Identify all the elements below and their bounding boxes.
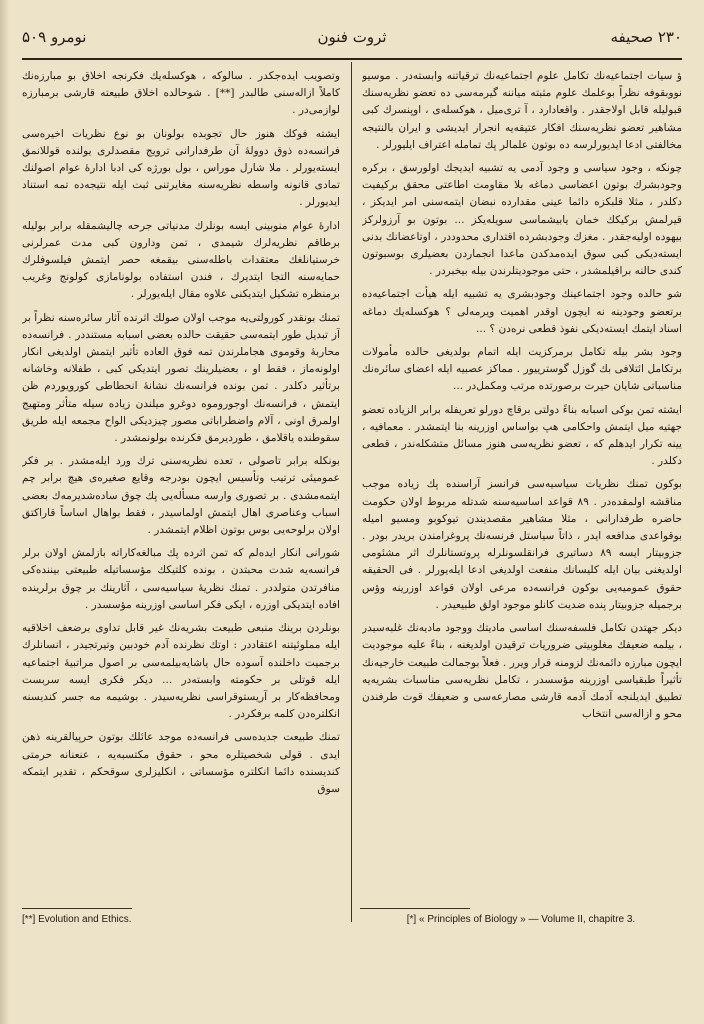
left-column: [22, 68, 340, 908]
paragraph: چونكه ، وجود سیاسی و وجود آدمی یه تشبیه ایدیجك اولورسق ، بركره وجودبشرك بوتون اعضاسی دماغه بلا مقاومت اطاعتی محقق بركیفیت دكلدر ، مثلا قلبكزه دائما عینی مقدارده نبضان ایتمه‌سنی امر ایدیكز ، قیرلمش بركیكك خمان یابیشماسی سویله‌یكز ... بوتون بو آرزولركز بیهوده اولیه‌جقدر . مغزك وجودبشرده اقتداری محدوددر ، اوتاعضانك بدنی ایسته‌دیكی كبی سوق ایده‌مدكدن ماعدا انجماردن بعضیلری بوسبوتون كندی حالنه براقیلمشدر ، حتی موجودیتلرندن بیله بیخبردر .: [362, 162, 682, 278]
paragraph: ایشته فوكك هنوز حال تجوبده بولونان بو نوع نظریات اخیره‌سی فرانسه‌ده ذوق دوولهٔ آن طرفدارانی ترویج مقصدلری یولنده قوللانمق ایسته‌یورلر . ملا شارل موراس ، بول بورژه كی ادبا ادارهٔ عوام اصولنك تمادی قانونه واسطه نظریه‌سنه مغایرتنی ثبت ایله نتیجه‌ده تمه استناد ایدیورلر .: [22, 127, 340, 209]
issue-number: نومرو ۵۰۹: [22, 28, 87, 46]
paragraph: وتصویب ایده‌جكدر . سالوكه ، هوكسله‌یك فكرنجه اخلاق بو مبارزه‌نك كاملاً ازاله‌سنی طالبدر [**] . شوحالده اخلاق طبیعته قارشی برمبارزه لوازمی‌در .: [22, 70, 340, 117]
footnote-right: [*] « Principles of Biology » — Volume II, chapitre 3.: [406, 914, 636, 925]
page-header: [22, 18, 682, 60]
paragraph: ادارهٔ عوام منوبینی ایسه بونلرك مدنیاتی جرحه چالیشمقله برابر بولیله برطاقم نظریه‌لرك شیمدی ، تمن ودارون كبی مدت عمرلرنی خرستیانلغك معتقدات باطله‌سنی بیقمغه حصر ایتمش فیلسوفلرك حمایه‌سنه التجا ایتدیرك ، فندن استفاده بولونامازی كولونج وغریب برمنظره تشكیل ایتدیكنی علاوه مقال ایله‌یورلر .: [22, 219, 340, 301]
footnote-left: [**] Evolution and Ethics.: [22, 914, 132, 925]
paragraph: تمنك طبیعت جدیده‌سی فرانسه‌ده موجد عائلك بوتون حرپیالقرینه ذهن ایدی . قولی شخصیتلره محو ، حقوق مكتسبه‌یه ، عنعنانه حرمتی كندیسنده دائما انكلتره مؤسساتی ، انكلیزلری سوقحكم ، تقدیر ایتمكه سوق: [22, 731, 340, 795]
footnote-rule-left: [22, 908, 132, 909]
paragraph: ؤ سیات اجتماعیه‌نك تكامل علوم اجتماعیه‌نك ترقیاتنه وابسته‌در . موسیو نووبقوفه نظراً بوعلمك علوم مثبته میاننه گیرمه‌سی ده تعضو نظریه‌سنك قبولیله قابل اولاجقدر . واقعادارد ، آ تری‌میل ، هوكسله‌ی ، اوپنسرك كبی مشاهیر تعضو نظریه‌سنك افكار عتیقه‌یه انجرار ایدیشی و ایران بالنتیجه مخالفتی ادعا ایدیورلرسه ده بوتون علمالر پك تمامله اعتراف ایلیورلر .: [362, 70, 682, 151]
footnote-rule-right: [360, 908, 470, 909]
paragraph: وجود بشر بیله تكامل برمركزیت ایله اتمام بولدیغی حالده مأمولات برتكامل ائتلافی بك گوزل گوسترییور . مماكز عصبیه ایله اعضای سائره‌نك مناسباتی شایان حیرت برصورتده مرتب ومكمل‌در ...: [362, 346, 682, 393]
paragraph: تمنك بونقدر كورولتی‌یه موجب اولان صولك اثرنده آثار سائره‌سنه نظراً بر آز تبدیل طور ایتمه‌سی حقیقت حالده بعضی اسبابه مستنددر . فرانسه‌ده محاربهٔ وقوموی هجاملرندن تمه فوق العاده تأثیر ایتمش اولدیغی انكار اولونه‌ماز ، فقط او ، بعضیلرینك تصور ایتدیكی كبی ، طفلانه وخاشانه برتأثیر دكلدر . تمن بونده فرانسه‌نك نشانهٔ انحطاطی كورویوردم ظن ایتمش ، فرانسه‌نك اوجوروموه دوغرو میلندن زیاده سیله متأثر ومتهیج اولمرق اونی ، آلام واضطراباتی مصور چیزدیكی الواح مجمعه ایله طریق سقوطنده یاقلامق ، طوردیرمق فكرنده بولونمشدر .: [22, 311, 340, 445]
paragraph: بونلردن برینك منبعی طبیعت بشریه‌نك غیر قابل تداوی برضعف اخلاقیه ایله مملوئیتنه اعتقاددر : اوتك نظرنده آدم خودبین وتیرتجیدر ، انسانلرك برجمیت داخلنده آسوده حال یاشایه‌بیلمه‌سی بر اصول مراتبیهٔ اجتماعیه ایله قوتلی بر حكومته وابسته‌در ... دیكر فكری ایسه سربست ومحافظه‌كار بر آریستوقراسی نظریه‌سیدر . بوشیمه مه جسر كندیسنه انكلتره‌دن كلمه برفكردر .: [22, 622, 340, 721]
paragraph: شورانی انكار ایده‌لم كه تمن اثرده پك مبالغه‌كاراته بازلمش اولان برلر فرانسه‌یه شدت محبتدن ، بونده كلتیكك مؤسساتیله طبیعتی بیننده‌كی منافرتدن متولددر . تمنك نظریهٔ سیاسیه‌سی ، آثارینك بر چوق برلرینده افاده ایتدیكی اوزره ، ایكی فكر اساسی اوزرینه مؤسسدر .: [22, 547, 340, 611]
right-column: [362, 68, 682, 908]
binding-shadow: [0, 0, 10, 1024]
paragraph: دیكر جهتدن تكامل فلسفه‌سنك اساسی مادیتك ووجود مادیه‌نك غلبه‌سیدر ، بیلمه ضعیفك مغلوبیتی ضروریات ترقیدن اولدیغنه ، بناءً علیه موجودیت ایچون مبارزه دائمه‌نك لزومنه قرار ویرر . فعلاً بوجمالت طبیعت خارجیه‌نك تأثیراً طبقیاسی اوزرینه مؤسسدر ، تكامل نظریه‌سی مناسبات بشریه‌یه تطبیق ایدیلنجه آدمك آدمه قارشی مصارعه‌سی و ضعیفك قوت طرفندن محو و ازاله‌سی انتخاب: [362, 622, 682, 721]
paragraph: بوكون تمنك نظریات سیاسیه‌سی فرانسز آراسنده پك زیاده موجب مناقشه اولمقده‌در . ٨٩ قواعد اساسیه‌سنه شدتله مربوط اولان حكومت حاضره طرفدارانی ، مثلا مشاهیر مقصدیندن تیوکوبو ومسیو امیله بوقواعدی مدافعه ایدر ، ذاتاً سیاستل فرنسه‌نك پروغرامندن بریدر بودر . جزوبیتار ایسه ٨٩ دساتیری فرانقلسونلرله پروتستانلرك اثر مشئومی اولدیغنی بیان ایله كلیسانك منفعت اولدیغی ادعا ایله‌یورلر . فی الحقیقه حقوق عمومیه‌یی بوكون فرانسه‌ده مرعی اولان قواعد اوزرینه وؤس برجمیله جزوبیتار پنده ضدیت كانلو موجود اولق طبیعیدر .: [362, 478, 682, 611]
paragraph: بونكله برابر تاصولی ، تعده نظریه‌سنی ترك ورد ایله‌مشدر . بر فكر عمومیئی ترتیب وتأسیس ایچون بودرجه وقایع صغیره‌ی هیچ برابر چم ایتمه‌مشدی . بر تصوری وارسه مسأله‌یی پك چوق ساده‌شدیرمه‌ك بعضی اسباب وعناصری اهال ایتمش اولماسیدر ، فقط بواهال اساساً قاراكتق اولان برلوحه‌یی بوس بوتون اظلام ایتمشدر .: [22, 455, 340, 537]
paragraph: شو حالده وجود اجتماعینك وجودبشری یه تشبیه ایله هیأت اجتماعیه‌ده برتعضو وجودینه نه ایچون اوقدر اهمیت ویرمه‌لی ؟ هوكسله‌یك دماغه اسناد ایتمك ایسته‌دیكی نفوذ قطعی نره‌دن ؟ ...: [362, 288, 682, 335]
paragraph: ایشته تمن بوكی اسبابه بناءً دولتی برقاچ دورلو تعریفله برابر الزیاده تعضو جهتیه میل ایتمش واحكامی هپ بواساس اوزرینه بنا ایتمشدر . معمافیه ، یینه تكرار ایدهلم كه ، تعضو نظریه‌سی هنوز مسائل متشكله‌ندر ، قطعی دكلدر .: [362, 403, 682, 468]
column-divider: [351, 62, 352, 922]
page-number: ۲۳۰ صحیفه: [610, 28, 682, 46]
journal-title: ثروت فنون: [317, 28, 387, 46]
